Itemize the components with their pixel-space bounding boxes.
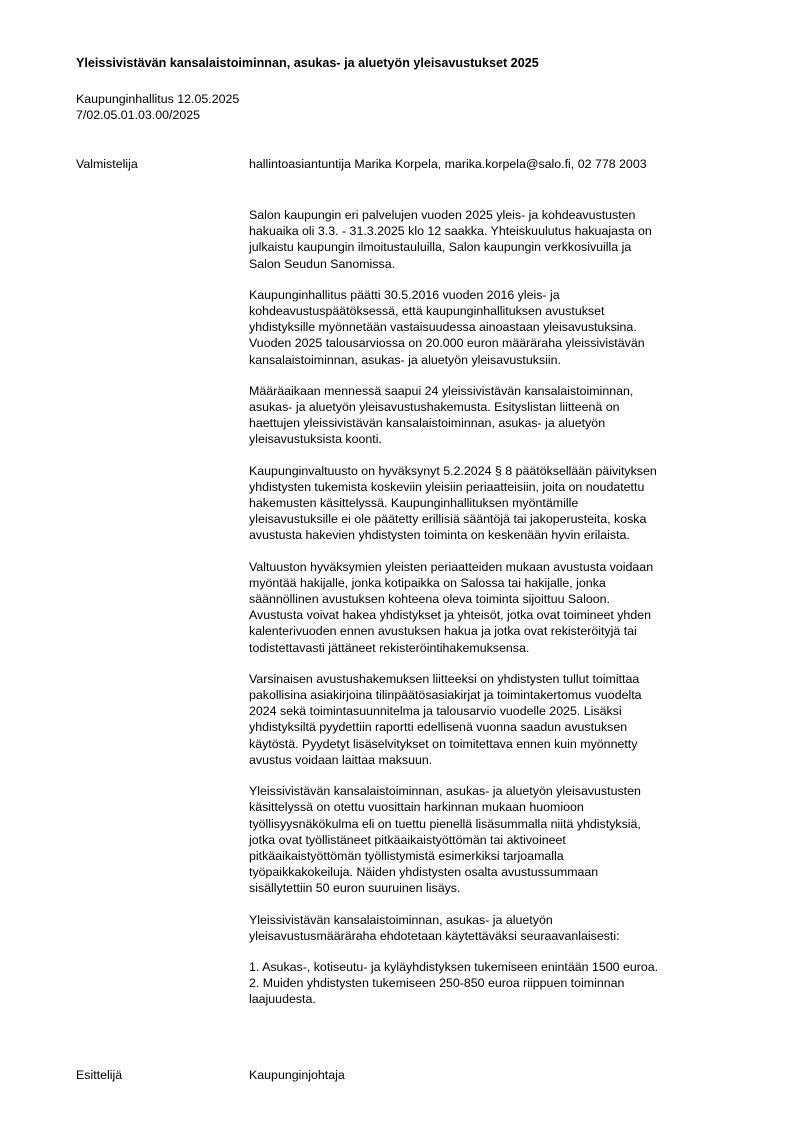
text-line: Avustusta voivat hakea yhdistykset ja yhteisöt, jotka ovat toimineet yhden [249, 608, 651, 623]
text-line: yhdistysten tukemista koskeviin yleisiin periaatteisiin, joita on noudatettu [249, 479, 645, 494]
text-line: Varsinaisen avustushakemuksen liitteeksi on yhdistysten tullut toimittaa [249, 671, 640, 686]
text-line: hakemusten käsittelyssä. Kaupunginhallituksen myöntämille [249, 496, 579, 511]
text-line: jotka ovat työllistäneet pitkäaikaistyöttömän tai aktivoineet [249, 832, 566, 847]
text-line: Vuoden 2025 talousarviossa on 20.000 euron määräraha yleissivistävän [249, 336, 645, 351]
paragraph [249, 912, 737, 944]
list-item: 1. Asukas-, kotiseutu- ja kyläyhdistyksen tukemiseen enintään 1500 euroa. [249, 959, 659, 974]
text-line: Yleissivistävän kansalaistoiminnan, asukas- ja aluetyön [249, 912, 553, 927]
text-line: Yleissivistävän kansalaistoiminnan, asukas- ja aluetyön yleisavustusten [249, 784, 641, 799]
text-line: työpaikkakokeiluja. Näiden yhdistysten osalta avustussummaan [249, 865, 599, 880]
text-line: kansalaistoiminnan, asukas- ja aluetyön yleisavustuksiin. [249, 352, 561, 367]
document-body [249, 207, 737, 1008]
text-line: yleisavustuksista koonti. [249, 432, 382, 447]
text-line: Kaupunginvaltuusto on hyväksynyt 5.2.2024 § 8 päätöksellään päivityksen [249, 463, 657, 478]
text-line: myöntää hakijalle, jonka kotipaikka on Salossa tai hakijalle, jonka [249, 575, 606, 590]
paragraph [249, 383, 737, 448]
allocation-list [249, 959, 737, 1008]
text-line: haettujen yleissivistävän kansalaistoiminnan, asukas- ja aluetyön [249, 416, 606, 431]
text-line: sisällytettiin 50 euron suuruinen lisäys. [249, 881, 461, 896]
text-line: yhdistyksiltä pyydettiin raportti edellisenä vuonna saadun avustuksen [249, 720, 628, 735]
text-line: hakuaika oli 3.3. - 31.3.2025 klo 12 saakka. Yhteiskuulutus hakuajasta on [249, 224, 652, 239]
presenter-label: Esittelijä [76, 1068, 123, 1082]
text-line: julkaistu kaupungin ilmoitustauluilla, Salon kaupungin verkkosivuilla ja [249, 240, 632, 255]
text-line: yhdistyksille myönnetään vastaisuudessa ainoastaan yleisavustuksina. [249, 320, 637, 335]
text-line: 2024 sekä toimintasuunnitelma ja talousarvio vuodelle 2025. Lisäksi [249, 704, 622, 719]
list-item: laajuudesta. [249, 992, 316, 1007]
text-line: Salon Seudun Sanomissa. [249, 256, 396, 271]
text-line: työllisyysnäkökulma eli on tuettu pienellä lisäsummalla niitä yhdistyksiä, [249, 816, 641, 831]
text-line: kalenterivuoden ennen avustuksen hakua ja jotka ovat rekisteröityjä tai [249, 624, 637, 639]
text-line: todistettavasti jättäneet rekisteröintihakemuksensa. [249, 640, 530, 655]
text-line: käsittelyssä on otettu vuosittain harkinnan mukaan huomioon [249, 800, 584, 815]
paragraph [249, 671, 737, 768]
text-line: pakollisina asiakirjoina tilinpäätösasiakirjat ja toimintakertomus vuodelta [249, 688, 642, 703]
text-line: Valtuuston hyväksymien yleisten periaatteiden mukaan avustusta voidaan [249, 559, 654, 574]
meeting-info: Kaupunginhallitus 12.05.2025 [76, 92, 240, 106]
text-line: Määräaikaan mennessä saapui 24 yleissivistävän kansalaistoiminnan, [249, 383, 634, 398]
preparer-label: Valmistelija [76, 157, 138, 171]
text-line: yleisavustuksille ei ole päätetty erillisiä sääntöjä tai jakoperusteita, koska [249, 512, 647, 527]
document-title: Yleissivistävän kansalaistoiminnan, asukas- ja aluetyön yleisavustukset 2025 [76, 56, 539, 70]
paragraph [249, 783, 737, 896]
paragraph [249, 559, 737, 656]
presenter-value: Kaupunginjohtaja [249, 1068, 345, 1082]
text-line: asukas- ja aluetyön yleisavustushakemusta. Esityslistan liitteenä on [249, 400, 620, 415]
text-line: Kaupunginhallitus päätti 30.5.2016 vuoden 2016 yleis- ja [249, 287, 560, 302]
list-item: 2. Muiden yhdistysten tukemiseen 250-850 euroa riippuen toiminnan [249, 976, 625, 991]
paragraph [249, 207, 737, 272]
meeting-meta [76, 91, 239, 123]
text-line: käytöstä. Pyydetyt lisäselvitykset on toimitettava ennen kuin myönnetty [249, 736, 638, 751]
text-line: säännöllinen avustuksen kohteena oleva toiminta sijoittuu Saloon. [249, 592, 610, 607]
text-line: pitkäaikaistyöttömän työllistymistä esimerkiksi tarjoamalla [249, 848, 564, 863]
text-line: yleisavustusmääräraha ehdotetaan käytettäväksi seuraavanlaisesti: [249, 928, 620, 943]
text-line: avustus voidaan laittaa maksuun. [249, 752, 433, 767]
paragraph [249, 287, 737, 368]
text-line: kohdeavustuspäätöksessä, että kaupunginhallituksen avustukset [249, 304, 605, 319]
record-id: 7/02.05.01.03.00/2025 [76, 108, 201, 122]
text-line: Salon kaupungin eri palvelujen vuoden 2025 yleis- ja kohdeavustusten [249, 208, 636, 222]
paragraph [249, 463, 737, 544]
preparer-value: hallintoasiantuntija Marika Korpela, marika.korpela@salo.fi, 02 778 2003 [249, 157, 647, 171]
text-line: avustusta hakevien yhdistysten toiminta on keskenään hyvin erilaista. [249, 528, 630, 543]
